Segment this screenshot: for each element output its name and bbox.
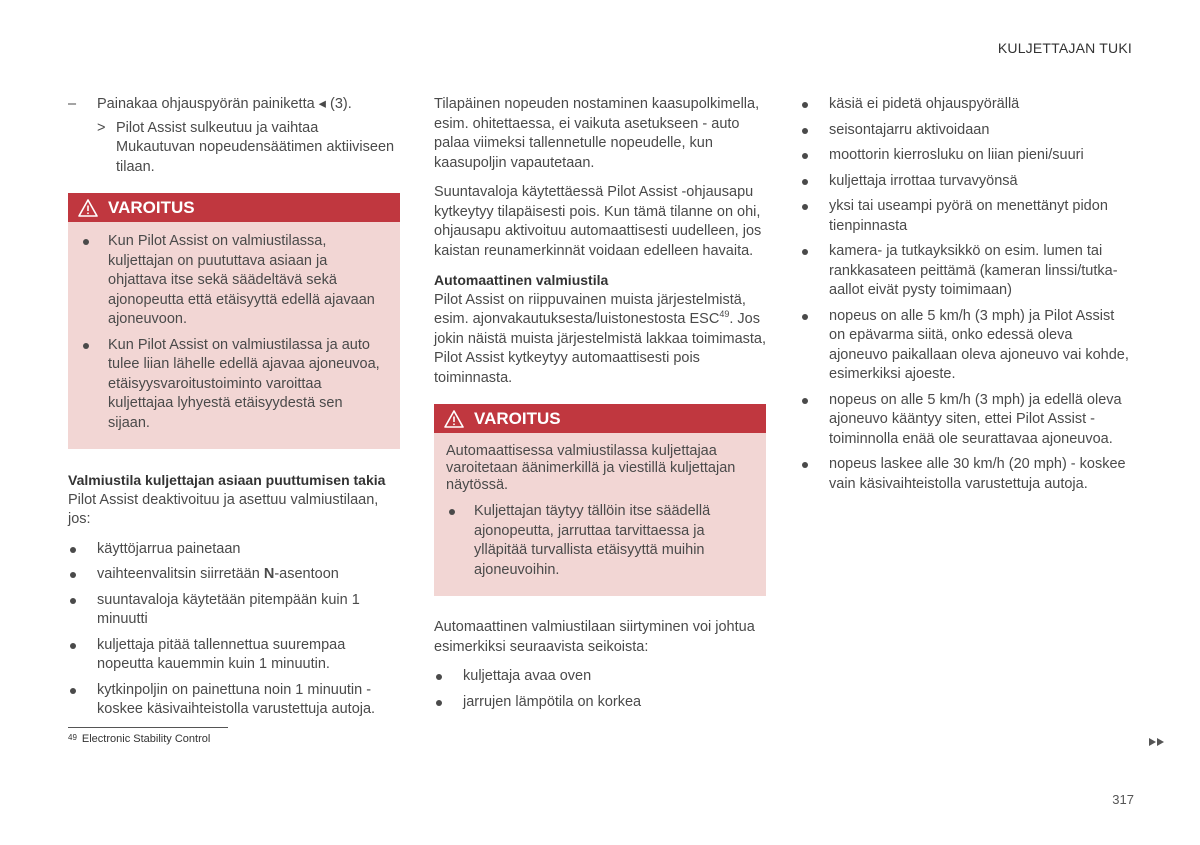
gear-text-before: vaihteenvalitsin siirretään	[97, 566, 264, 582]
page-number: 317	[1112, 792, 1134, 807]
list-item	[800, 95, 1132, 115]
bullet-icon	[436, 700, 442, 706]
bullet-icon	[83, 343, 89, 349]
bullet-icon	[802, 102, 808, 108]
footnote-text: Electronic Stability Control	[81, 733, 211, 745]
list-item-text: kamera- ja tutkayksikkö on esim. lumen tai rankkasateen peittämä (kameran linssi/tutka-aallot eivät pysty toimimaan)	[829, 243, 1118, 298]
warning-intro: Automaattisessa valmiustilassa kuljettajaa varoitetaan äänimerkillä ja viestillä kuljettajan näytössä.	[446, 443, 736, 493]
list-item	[68, 540, 400, 560]
list-item-text: nopeus on alle 5 km/h (3 mph) ja Pilot Assist on epävarma siitä, onko edessä oleva ajoneuvo paikallaan oleva ajoneuvo vai kohde, esimerkiksi ajoeste.	[829, 307, 1129, 382]
bullet-icon	[70, 547, 76, 553]
list-item-text: kytkinpoljin on painettuna noin 1 minuutin - koskee käsivaihteistolla varustettuja autoja.	[97, 681, 376, 717]
list-item	[800, 455, 1132, 494]
footnote	[68, 733, 210, 745]
bullet-icon	[436, 674, 442, 680]
gear-text-after: -asentoon	[274, 566, 339, 582]
warning-triangle-icon	[444, 410, 464, 428]
warning-title: VAROITUS	[108, 197, 195, 217]
column-3	[800, 95, 1132, 500]
bullet-icon	[70, 598, 76, 604]
list-item-text: käsiä ei pidetä ohjauspyörällä	[829, 96, 1020, 112]
bullet-icon	[70, 688, 76, 694]
footnote-number: 49	[68, 733, 77, 742]
list-item	[800, 146, 1132, 166]
standby-conditions-list	[68, 540, 400, 720]
auto-standby-list	[434, 667, 766, 712]
bullet-icon	[70, 572, 76, 578]
warning-title: VAROITUS	[474, 408, 561, 428]
intro-text: Pilot Assist deaktivoituu ja asettuu valmiustilaan, jos:	[68, 491, 379, 527]
footnote-ref: 49	[719, 309, 730, 320]
auto-standby-list-continued	[800, 95, 1132, 494]
paragraph: Automaattinen valmiustilaan siirtyminen voi johtua esimerkiksi seuraavista seikoista:	[434, 619, 755, 655]
bullet-icon	[802, 128, 808, 134]
list-item-text: Kuljettajan täytyy tällöin itse säädellä ajonopeutta, jarruttaa tarvittaessa ja ylläpitää turvallista etäisyyttä muihin ajoneuvoihin.	[474, 503, 711, 578]
list-item	[800, 121, 1132, 141]
list-item	[434, 667, 766, 687]
column-1	[68, 95, 400, 726]
subheading: Automaattinen valmiustila	[434, 272, 609, 288]
list-item	[68, 591, 400, 630]
warning-body	[68, 222, 400, 433]
list-item-text: yksi tai useampi pyörä on menettänyt pidon tienpinnasta	[829, 198, 1108, 234]
list-item	[800, 307, 1132, 385]
list-item-text: kuljettaja avaa oven	[463, 668, 592, 684]
list-item-text: nopeus laskee alle 30 km/h (20 mph) - koskee vain käsivaihteistolla varustettuja autoja.	[829, 456, 1126, 492]
list-item	[68, 681, 400, 720]
paragraph: Tilapäinen nopeuden nostaminen kaasupolkimella, esim. ohitettaessa, ei vaikuta asetukseen - auto palaa viimeksi tallennetulle nopeudelle, kun kaasupoljin vapautetaan.	[434, 96, 760, 171]
list-item	[80, 232, 388, 330]
bullet-icon	[802, 398, 808, 404]
column-2	[434, 95, 766, 718]
bullet-icon	[83, 239, 89, 245]
gear-letter: N	[263, 566, 275, 582]
list-item	[800, 242, 1132, 301]
warning-body	[434, 433, 766, 580]
bullet-icon	[802, 179, 808, 185]
list-item-text: jarrujen lämpötila on korkea	[463, 693, 642, 710]
step-item	[68, 95, 400, 115]
warning-box	[68, 193, 400, 449]
paragraph-text: . Jos jokin näistä muista järjestelmistä lakkaa toimimasta, Pilot Assist kytkeytyy automaattisesti pois toiminnasta.	[434, 311, 767, 386]
list-item	[80, 336, 388, 434]
list-item	[68, 565, 400, 585]
warning-header	[68, 193, 400, 222]
paragraph-text: Pilot Assist on riippuvainen muista järjestelmistä, esim. ajonvakautuksesta/luistonestosta ESC	[434, 291, 746, 327]
list-item-text: Kun Pilot Assist on valmiustilassa ja auto tulee liian lähelle edellä ajavaa ajoneuvoa, etäisyysvaroitustoiminto varoittaa kuljettajaa lyhyestä etäisyydestä sen sijaan.	[108, 336, 380, 431]
bullet-icon	[449, 509, 455, 515]
list-item-text: nopeus on alle 5 km/h (3 mph) ja edellä oleva ajoneuvo kääntyy siten, ettei Pilot Assist -toiminnolla enää ole seurattavaa ajoneuvoa.	[829, 391, 1122, 447]
result-item	[68, 119, 400, 178]
list-item-text: kuljettaja pitää tallennettua suurempaa nopeutta kauemmin kuin 1 minuutin.	[97, 636, 346, 672]
list-item-text: kuljettaja irrottaa turvavyönsä	[829, 172, 1018, 189]
bullet-icon	[70, 643, 76, 649]
list-item-text: Kun Pilot Assist on valmiustilassa, kuljettajan on puututtava asiaan ja ohjattava itse sekä säädeltävä sekä ajonopeutta että etäisyyttä edellä ajavaan ajoneuvoon.	[108, 233, 375, 327]
warning-triangle-icon	[78, 199, 98, 217]
section-title: KULJETTAJAN TUKI	[997, 40, 1132, 56]
bullet-icon	[802, 204, 808, 210]
bullet-icon	[802, 462, 808, 468]
list-item-text: käyttöjarrua painetaan	[97, 540, 241, 557]
continue-arrow-icon	[1148, 737, 1166, 747]
list-item-text: moottorin kierrosluku on liian pieni/suuri	[829, 147, 1084, 163]
bullet-icon	[802, 153, 808, 159]
list-item	[434, 693, 766, 713]
list-item	[800, 391, 1132, 450]
subheading: Valmiustila kuljettajan asiaan puuttumisen takia	[68, 472, 386, 488]
warning-box	[434, 404, 766, 596]
list-item-text: suuntavaloja käytetään pitempään kuin 1 minuutti	[97, 591, 360, 627]
list-item	[68, 636, 400, 675]
list-item	[800, 172, 1132, 192]
bullet-icon	[802, 249, 808, 255]
paragraph	[434, 291, 766, 389]
list-item	[800, 197, 1132, 236]
bullet-icon	[802, 314, 808, 320]
result-text: Pilot Assist sulkeutuu ja vaihtaa Mukautuvan nopeudensäätimen aktiiviseen tilaan.	[116, 119, 395, 175]
list-item	[446, 502, 754, 580]
warning-header	[434, 404, 766, 433]
list-item-text: seisontajarru aktivoidaan	[829, 121, 990, 138]
footnote-divider	[68, 727, 228, 728]
dash-marker: –	[68, 96, 77, 112]
step-text: Painakaa ohjauspyörän painiketta ◂ (3).	[97, 96, 352, 112]
paragraph: Suuntavaloja käytettäessä Pilot Assist -ohjausapu kytkeytyy tilapäisesti pois. Kun tämä tilanne on ohi, ohjausapu aktivoituu automaattisesti uudelleen, jos kaistan reunamerkinnät voidaan edelleen havaita.	[434, 184, 762, 259]
result-marker: >	[97, 119, 106, 136]
